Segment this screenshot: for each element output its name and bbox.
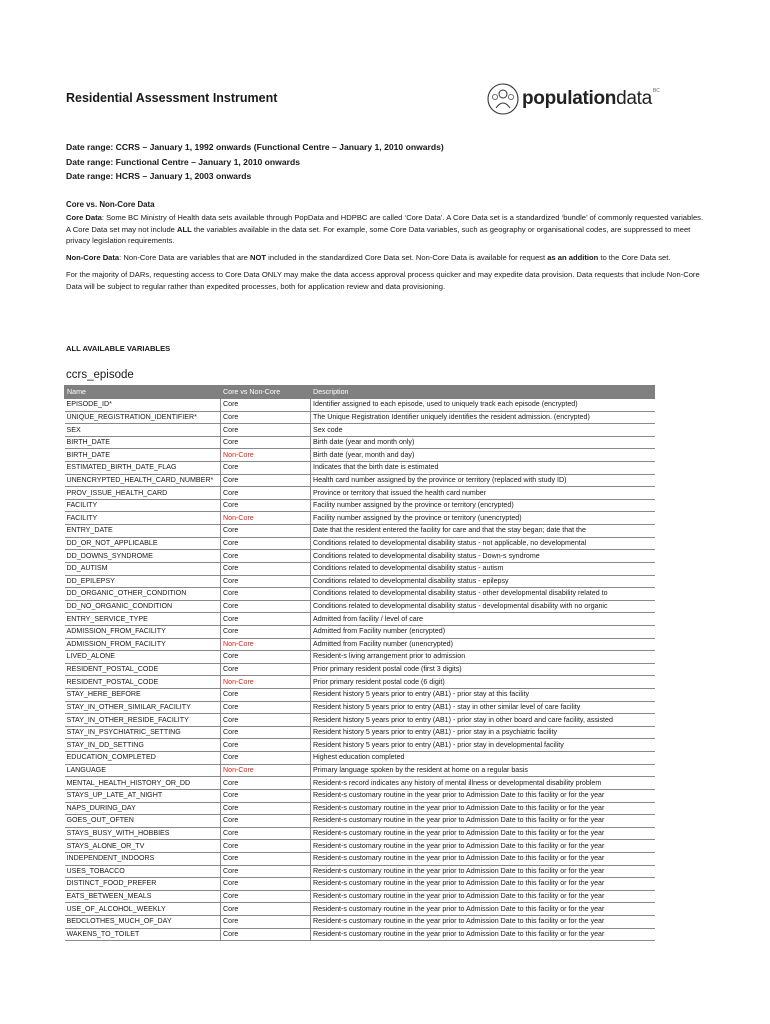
cell-description: Primary language spoken by the resident at home on a regular basis	[311, 764, 655, 777]
table-row	[65, 411, 655, 424]
cell-name: STAY_IN_PSYCHIATRIC_SETTING	[65, 726, 221, 739]
table-row	[65, 436, 655, 449]
cell-core: Core	[221, 915, 311, 928]
cell-core: Core	[221, 399, 311, 412]
table-row	[65, 550, 655, 563]
all-variables-heading: ALL AVAILABLE VARIABLES	[66, 344, 171, 353]
cell-core: Core	[221, 651, 311, 664]
table-row	[65, 562, 655, 575]
cell-core: Core	[221, 663, 311, 676]
cell-name: STAYS_UP_LATE_AT_NIGHT	[65, 789, 221, 802]
table-header-row	[65, 386, 655, 399]
core-vs-noncore-section	[66, 199, 706, 298]
cell-name: DD_AUTISM	[65, 562, 221, 575]
section-heading: Core vs. Non-Core Data	[66, 200, 155, 209]
cell-description: Identifier assigned to each episode, used to uniquely track each episode (encrypted)	[311, 399, 655, 412]
cell-name: RESIDENT_POSTAL_CODE	[65, 676, 221, 689]
cell-description: Resident-s customary routine in the year prior to Admission Date to this facility or for the year	[311, 802, 655, 815]
cell-description: Resident-s living arrangement prior to admission	[311, 651, 655, 664]
cell-name: RESIDENT_POSTAL_CODE	[65, 663, 221, 676]
table-row	[65, 689, 655, 702]
cell-name: BEDCLOTHES_MUCH_OF_DAY	[65, 915, 221, 928]
cell-name: DD_DOWNS_SYNDROME	[65, 550, 221, 563]
cell-core: Core	[221, 462, 311, 475]
cell-name: PROV_ISSUE_HEALTH_CARD	[65, 487, 221, 500]
table-row	[65, 499, 655, 512]
cell-core: Non-Core	[221, 764, 311, 777]
cell-name: BIRTH_DATE	[65, 436, 221, 449]
header-name: Name	[65, 386, 221, 399]
cell-description: Admitted from Facility number (encrypted)	[311, 625, 655, 638]
cell-description: Resident-s customary routine in the year prior to Admission Date to this facility or for the year	[311, 878, 655, 891]
cell-core: Core	[221, 424, 311, 437]
cell-description: Conditions related to developmental disability status - developmental disability with no organic	[311, 600, 655, 613]
table-row	[65, 701, 655, 714]
table-row	[65, 487, 655, 500]
cell-description: Resident-s customary routine in the year prior to Admission Date to this facility or for the year	[311, 890, 655, 903]
table-row	[65, 764, 655, 777]
table-row	[65, 474, 655, 487]
populationdata-logo	[486, 78, 660, 120]
cell-description: Resident-s customary routine in the year prior to Admission Date to this facility or for the year	[311, 840, 655, 853]
cell-description: Resident-s customary routine in the year prior to Admission Date to this facility or for the year	[311, 915, 655, 928]
cell-name: SEX	[65, 424, 221, 437]
cell-name: STAY_IN_OTHER_SIMILAR_FACILITY	[65, 701, 221, 714]
cell-description: Resident history 5 years prior to entry (AB1) - stay in other similar level of care facility	[311, 701, 655, 714]
cell-description: Resident-s customary routine in the year prior to Admission Date to this facility or for the year	[311, 928, 655, 941]
cell-description: Facility number assigned by the province or territory (encrypted)	[311, 499, 655, 512]
cell-core: Core	[221, 411, 311, 424]
noncore-data-paragraph: Non-Core Data: Non-Core Data are variables that are NOT included in the standardized Core Data set. Non-Core Data is available for request as an addition to the Core Data set.	[66, 253, 671, 263]
cell-name: ENTRY_SERVICE_TYPE	[65, 613, 221, 626]
cell-name: NAPS_DURING_DAY	[65, 802, 221, 815]
table-row	[65, 462, 655, 475]
cell-core: Core	[221, 802, 311, 815]
cell-core: Core	[221, 537, 311, 550]
cell-name: INDEPENDENT_INDOORS	[65, 852, 221, 865]
cell-description: Birth date (year and month only)	[311, 436, 655, 449]
cell-core: Core	[221, 752, 311, 765]
cell-core: Non-Core	[221, 676, 311, 689]
cell-core: Core	[221, 714, 311, 727]
cell-description: Admitted from facility / level of care	[311, 613, 655, 626]
cell-name: ADMISSION_FROM_FACILITY	[65, 625, 221, 638]
table-row	[65, 890, 655, 903]
cell-name: EDUCATION_COMPLETED	[65, 752, 221, 765]
table-row	[65, 789, 655, 802]
date-range-line: Date range: CCRS – January 1, 1992 onwards (Functional Centre – January 1, 2010 onwards)	[66, 142, 444, 152]
cell-name: FACILITY	[65, 499, 221, 512]
cell-name: USES_TOBACCO	[65, 865, 221, 878]
logo-superscript: BC	[652, 88, 660, 94]
cell-description: Conditions related to developmental disability status - other developmental disability related to	[311, 588, 655, 601]
cell-core: Core	[221, 928, 311, 941]
document-title: Residential Assessment Instrument	[66, 91, 278, 105]
table-row	[65, 575, 655, 588]
table-row	[65, 638, 655, 651]
date-range-line: Date range: HCRS – January 1, 2003 onwards	[66, 171, 252, 181]
cell-name: STAYS_ALONE_OR_TV	[65, 840, 221, 853]
table-row	[65, 525, 655, 538]
cell-core: Core	[221, 890, 311, 903]
table-row	[65, 928, 655, 941]
cell-name: ESTIMATED_BIRTH_DATE_FLAG	[65, 462, 221, 475]
cell-core: Core	[221, 487, 311, 500]
cell-core: Core	[221, 827, 311, 840]
cell-description: Resident-s customary routine in the year prior to Admission Date to this facility or for the year	[311, 852, 655, 865]
cell-name: STAY_HERE_BEFORE	[65, 689, 221, 702]
cell-description: Indicates that the birth date is estimated	[311, 462, 655, 475]
cell-core: Core	[221, 865, 311, 878]
table-row	[65, 399, 655, 412]
table-row	[65, 651, 655, 664]
cell-core: Core	[221, 525, 311, 538]
table-row	[65, 802, 655, 815]
cell-core: Core	[221, 777, 311, 790]
people-circle-logo-icon	[486, 81, 520, 117]
logo-wordmark: populationdata	[522, 88, 652, 109]
cell-name: STAYS_BUSY_WITH_HOBBIES	[65, 827, 221, 840]
core-data-paragraph: Core Data: Some BC Ministry of Health data sets available through PopData and HDPBC are called ‘Core Data’. A Core Data set is a standardized ‘bundle’ of commonly requested variables. A Core Data set may not include ALL the variables available in the data set. For example, some Core Data variables, such as geography or organisational codes, are suppressed to meet privacy legislation requirements.	[66, 212, 704, 246]
cell-name: ADMISSION_FROM_FACILITY	[65, 638, 221, 651]
table-row	[65, 827, 655, 840]
cell-name: LANGUAGE	[65, 764, 221, 777]
table-row	[65, 878, 655, 891]
cell-description: Conditions related to developmental disability status - autism	[311, 562, 655, 575]
cell-core: Non-Core	[221, 512, 311, 525]
cell-description: Resident history 5 years prior to entry (AB1) - prior stay in developmental facility	[311, 739, 655, 752]
cell-description: The Unique Registration Identifier uniquely identifies the resident admission. (encrypted)	[311, 411, 655, 424]
table-row	[65, 752, 655, 765]
cell-core: Core	[221, 436, 311, 449]
cell-name: WAKENS_TO_TOILET	[65, 928, 221, 941]
cell-description: Resident-s customary routine in the year prior to Admission Date to this facility or for the year	[311, 827, 655, 840]
cell-core: Non-Core	[221, 638, 311, 651]
table-row	[65, 424, 655, 437]
cell-description: Birth date (year, month and day)	[311, 449, 655, 462]
cell-core: Core	[221, 499, 311, 512]
cell-core: Core	[221, 726, 311, 739]
cell-core: Core	[221, 815, 311, 828]
cell-name: UNENCRYPTED_HEALTH_CARD_NUMBER*	[65, 474, 221, 487]
cell-description: Conditions related to developmental disability status - not applicable, no developmental	[311, 537, 655, 550]
table-row	[65, 815, 655, 828]
cell-core: Core	[221, 878, 311, 891]
cell-name: FACILITY	[65, 512, 221, 525]
cell-description: Health card number assigned by the province or territory (replaced with study ID)	[311, 474, 655, 487]
table-row	[65, 588, 655, 601]
cell-description: Admitted from Facility number (unencrypted)	[311, 638, 655, 651]
cell-name: DISTINCT_FOOD_PREFER	[65, 878, 221, 891]
cell-core: Core	[221, 575, 311, 588]
cell-name: DD_NO_ORGANIC_CONDITION	[65, 600, 221, 613]
cell-name: USE_OF_ALCOHOL_WEEKLY	[65, 903, 221, 916]
date-range-line: Date range: Functional Centre – January 1, 2010 onwards	[66, 156, 301, 167]
table-row	[65, 903, 655, 916]
cell-name: BIRTH_DATE	[65, 449, 221, 462]
cell-name: GOES_OUT_OFTEN	[65, 815, 221, 828]
cell-name: LIVED_ALONE	[65, 651, 221, 664]
table-row	[65, 537, 655, 550]
header-core: Core vs Non-Core	[221, 386, 311, 399]
table-row	[65, 663, 655, 676]
table-row	[65, 449, 655, 462]
table-row	[65, 840, 655, 853]
cell-core: Core	[221, 613, 311, 626]
table-row	[65, 714, 655, 727]
cell-name: STAY_IN_OTHER_RESIDE_FACILITY	[65, 714, 221, 727]
cell-name: STAY_IN_DD_SETTING	[65, 739, 221, 752]
table-row	[65, 600, 655, 613]
cell-description: Resident-s record indicates any history of mental illness or developmental disability problem	[311, 777, 655, 790]
cell-core: Core	[221, 701, 311, 714]
cell-core: Core	[221, 550, 311, 563]
cell-description: Resident-s customary routine in the year prior to Admission Date to this facility or for the year	[311, 789, 655, 802]
cell-description: Facility number assigned by the province or territory (unencrypted)	[311, 512, 655, 525]
table-body	[65, 399, 655, 941]
table-row	[65, 512, 655, 525]
cell-core: Core	[221, 840, 311, 853]
table-row	[65, 852, 655, 865]
cell-description: Prior primary resident postal code (6 digit)	[311, 676, 655, 689]
cell-name: DD_ORGANIC_OTHER_CONDITION	[65, 588, 221, 601]
cell-description: Conditions related to developmental disability status - Down-s syndrome	[311, 550, 655, 563]
cell-name: MENTAL_HEALTH_HISTORY_OR_DD	[65, 777, 221, 790]
cell-description: Conditions related to developmental disability status - epilepsy	[311, 575, 655, 588]
cell-description: Prior primary resident postal code (first 3 digits)	[311, 663, 655, 676]
cell-core: Non-Core	[221, 449, 311, 462]
cell-description: Date that the resident entered the facility for care and that the stay began; date that the	[311, 525, 655, 538]
table-row	[65, 915, 655, 928]
cell-core: Core	[221, 474, 311, 487]
table-row	[65, 865, 655, 878]
cell-core: Core	[221, 789, 311, 802]
cell-description: Resident history 5 years prior to entry (AB1) - prior stay in a psychiatric facility	[311, 726, 655, 739]
cell-name: ENTRY_DATE	[65, 525, 221, 538]
date-ranges	[66, 140, 444, 184]
cell-description: Resident history 5 years prior to entry (AB1) - prior stay at this facility	[311, 689, 655, 702]
cell-core: Core	[221, 600, 311, 613]
cell-core: Core	[221, 625, 311, 638]
header-description: Description	[311, 386, 655, 399]
cell-description: Highest education completed	[311, 752, 655, 765]
table-title: ccrs_episode	[66, 369, 134, 381]
cell-core: Core	[221, 588, 311, 601]
table-row	[65, 777, 655, 790]
cell-core: Core	[221, 562, 311, 575]
cell-core: Core	[221, 903, 311, 916]
cell-name: UNIQUE_REGISTRATION_IDENTIFIER*	[65, 411, 221, 424]
cell-core: Core	[221, 852, 311, 865]
cell-core: Core	[221, 689, 311, 702]
table-row	[65, 739, 655, 752]
table-row	[65, 676, 655, 689]
cell-core: Core	[221, 739, 311, 752]
cell-name: EPISODE_ID*	[65, 399, 221, 412]
cell-description: Resident-s customary routine in the year prior to Admission Date to this facility or for the year	[311, 865, 655, 878]
cell-name: DD_OR_NOT_APPLICABLE	[65, 537, 221, 550]
cell-name: EATS_BETWEEN_MEALS	[65, 890, 221, 903]
cell-description: Sex code	[311, 424, 655, 437]
cell-description: Resident-s customary routine in the year prior to Admission Date to this facility or for the year	[311, 815, 655, 828]
variables-table	[64, 385, 655, 941]
table-row	[65, 726, 655, 739]
cell-description: Resident-s customary routine in the year prior to Admission Date to this facility or for the year	[311, 903, 655, 916]
table-row	[65, 613, 655, 626]
cell-description: Resident history 5 years prior to entry (AB1) - prior stay in other board and care facility, assisted	[311, 714, 655, 727]
majority-paragraph: For the majority of DARs, requesting access to Core Data ONLY may make the data access approval process quicker and may expedite data provision. Data requests that include Non-Core Data will be subject to regular rather than expedited processes, both for application review and data provisioning.	[66, 269, 700, 291]
cell-name: DD_EPILEPSY	[65, 575, 221, 588]
table-row	[65, 625, 655, 638]
cell-description: Province or territory that issued the health card number	[311, 487, 655, 500]
